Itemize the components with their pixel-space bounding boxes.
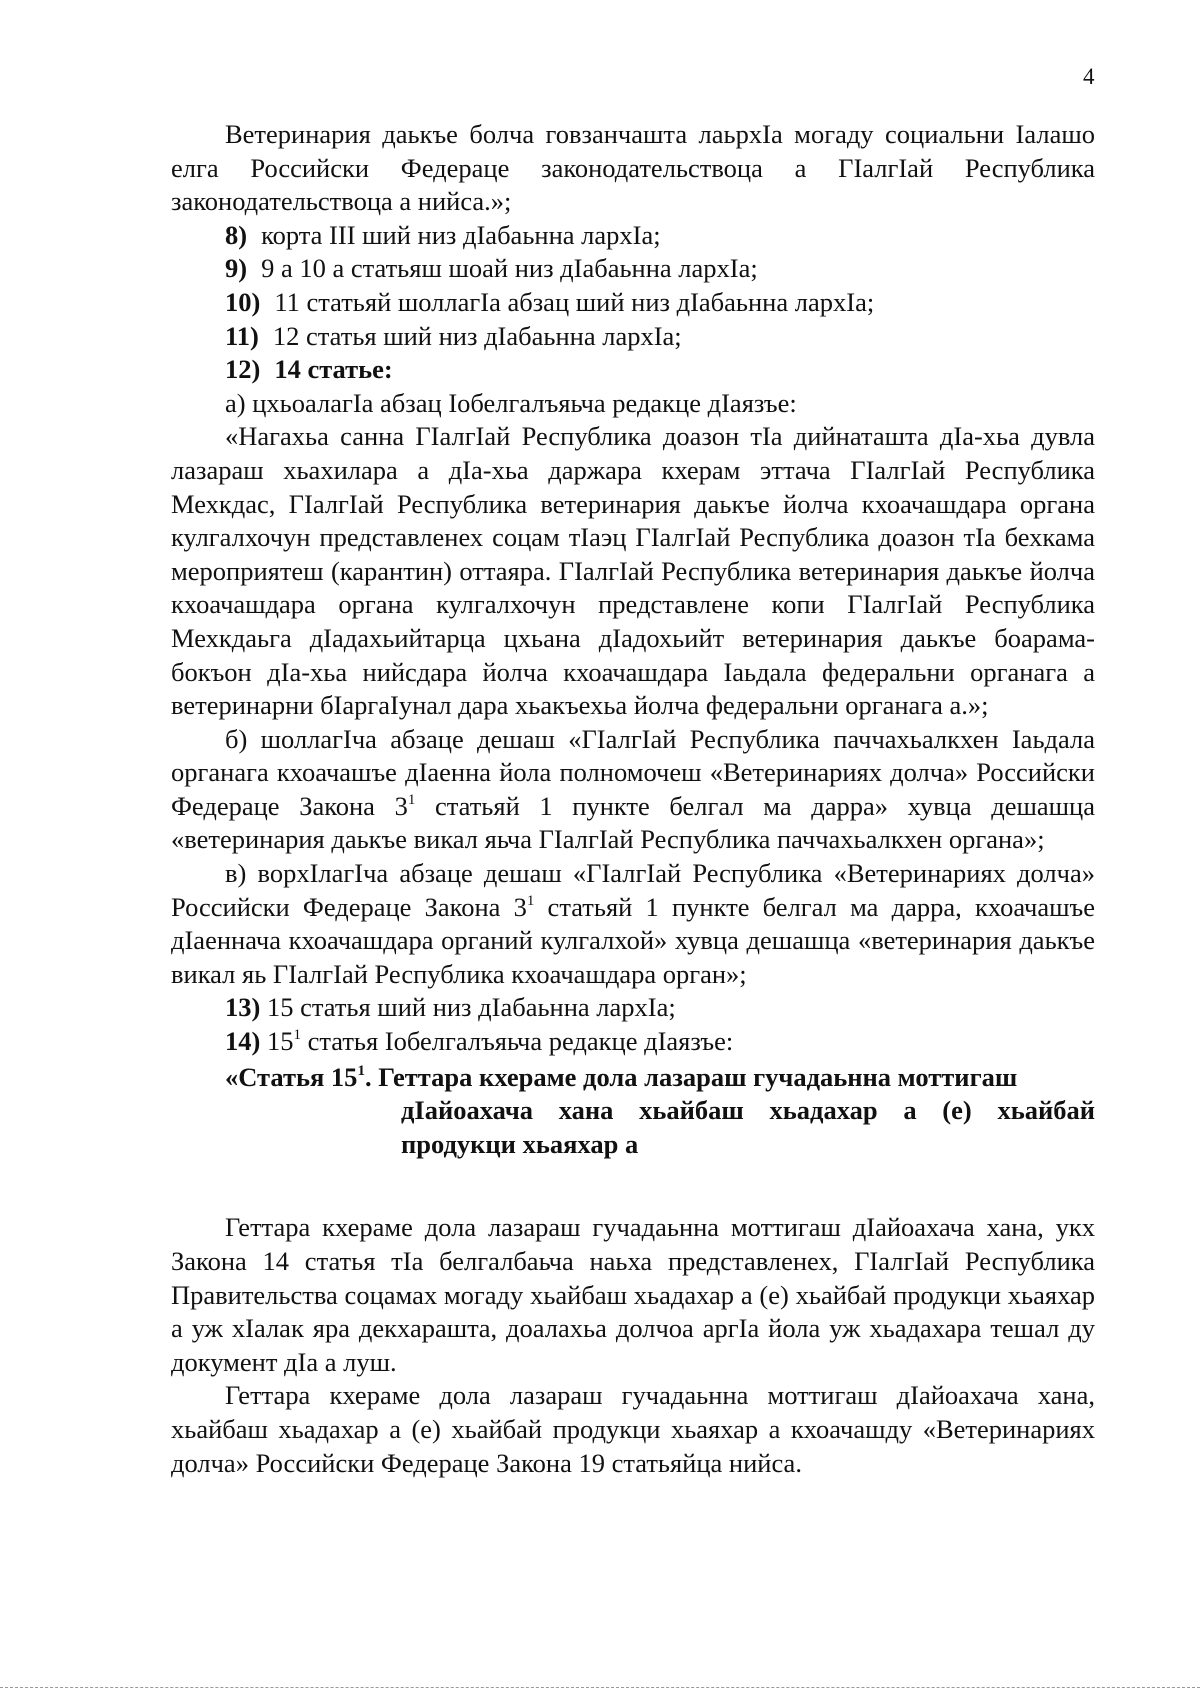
item-text: 12 статья ший низ дIабаьнна лархIа;: [272, 320, 682, 351]
item-number: 12): [225, 354, 261, 385]
superscript: 1: [293, 1027, 301, 1044]
item-text: 15 статья ший низ дIабаьнна лархIа;: [260, 992, 676, 1023]
item-text: 11 статьяй шоллагIа абзац ший низ дIабаьнна лархIа;: [274, 286, 875, 317]
heading-rest: дIайоахача хана хьайбаш хьадахар а (е) хьайбай продукци хьаяхар а: [401, 1095, 1095, 1159]
list-item: [171, 252, 1095, 286]
item-number: 9): [225, 253, 248, 284]
list-item: [171, 353, 1095, 387]
footer-rule: [0, 1687, 1200, 1688]
item-number: 10): [225, 286, 261, 317]
sub-c-paragraph: [171, 857, 1095, 991]
item-number: 8): [225, 219, 248, 250]
item-text-pre: 15: [260, 1026, 294, 1057]
superscript: 1: [407, 791, 416, 808]
item-text: 9 а 10 а статьяш шоай низ дIабаьнна лархIа;: [261, 253, 758, 284]
item-number: 14): [225, 1026, 261, 1057]
list-item: [171, 991, 1095, 1025]
paragraph-final-1: Геттара кхераме дола лазараш гучадаьнна моттигаш дIайоахача хана, укх Закона 14 статья тIа белгалбаьча наьха представленех, ГIалгIай Республика Правительства соцамах могаду хьайбаш хьадахар а (е) хьайбай продукци хьаяхар а уж хIалак яра декхараштa, доалахьа долчоа аргIа йола уж хьадахара тешал ду документ дIа а луш.: [171, 1212, 1095, 1377]
sub-a-intro: а) цхьоалагIа абзац Iобелгалъяьча редакце дIаязъе:: [225, 387, 797, 418]
document-body: [171, 118, 1095, 1480]
page-number: 4: [1083, 64, 1095, 89]
superscript: 1: [526, 892, 535, 909]
item-number: 11): [225, 320, 259, 351]
paragraph-final-2: Геттара кхераме дола лазараш гучадаьнна моттигаш дIайоахача хана, хьайбаш хьадахар а (е) хьайбай продукци хьаяхар а кхоачашду «Ветеринариях долча» Российски Федераце Закона 19 статьяйца нийса.: [171, 1380, 1095, 1478]
item-number: 13): [225, 992, 261, 1023]
sub-b-part2: статьяй 1 пункте белгал ма дарра» хувца дешашца «ветеринария даькъе викал яьча ГIалгIай Республика паччахьалкхен органа»;: [171, 790, 1095, 855]
list-item: [171, 286, 1095, 320]
list-item: [171, 1025, 1095, 1059]
sub-b-paragraph: [171, 723, 1095, 857]
sub-b-part1: б) шоллагIча абзаце дешаш «ГIалгIай Республика паччахьалкхен Iаьдала органага кхоачашъе дIаенна йола полномочеш «Ветеринариях долча» Российски Федераце Закона 3: [171, 723, 1095, 821]
sub-c-part2: статьяй 1 пункте белгал ма дарра, кхоачашъе дIаеннача кхоачашдара органий кулгалхой» хувца дешашца «ветеринария даькъе викал яь ГIалгIай Республика кхоачашдара орган»;: [171, 891, 1095, 989]
list-item: [171, 320, 1095, 354]
paragraph-intro: Ветеринария даькъе болча говзанчашта лаьрхIа могаду социальни Iалашо елга Российски Федераце законодательствоца а ГIалгIай Республика законодательствоца а нийса.»;: [171, 119, 1095, 217]
sub-c-part1: в) ворхIлагIча абзаце дешаш «ГIалгIай Республика «Ветеринариях долча» Российски Федераце Закона 3: [171, 858, 1095, 922]
article-heading: [171, 1061, 1095, 1162]
heading-line1: . Геттара кхераме дола лазараш гучадаьнна моттигаш: [364, 1061, 1018, 1092]
list-item: [171, 219, 1095, 253]
item-text: 14 статье:: [274, 354, 393, 385]
heading-pre: «Статья 15: [225, 1061, 358, 1092]
sub-a-text: «Нагахьа санна ГIалгIай Республика доазон тIа дийнаташта дIа-хьа дувла лазараш хьахилара а дIа-хьа даржара кхерам эттача ГIалгIай Республика Мехкдас, ГIалгIай Республика ветеринария даькъе йолча кхоачашдара органа кулгалхочун представленех соцам тIаэц ГIалгIай Республика доазон тIа бехкама мероприятеш (карантин) оттаяра. ГIалгIай Республика ветеринария даькъе йолча кхоачашдара органа кулгалхочун представлене копи ГIалгIай Республика Мехкдаьга дIадахьийтарца цхьана дIадохьийт ветеринария даькъе боарама-бокъон дIа-хьа нийсдара йолча кхоачашдара Iаьдала федеральни органага а ветеринарни бIаргаIунал дара хьакъехьа йолча федеральни органага а.»;: [171, 421, 1095, 721]
item-text-post: статья Iобелгалъяьча редакце дIаязъе:: [300, 1026, 734, 1057]
superscript: 1: [357, 1062, 365, 1079]
item-text: корта III ший низ дIабаьнна лархIа;: [261, 219, 661, 250]
